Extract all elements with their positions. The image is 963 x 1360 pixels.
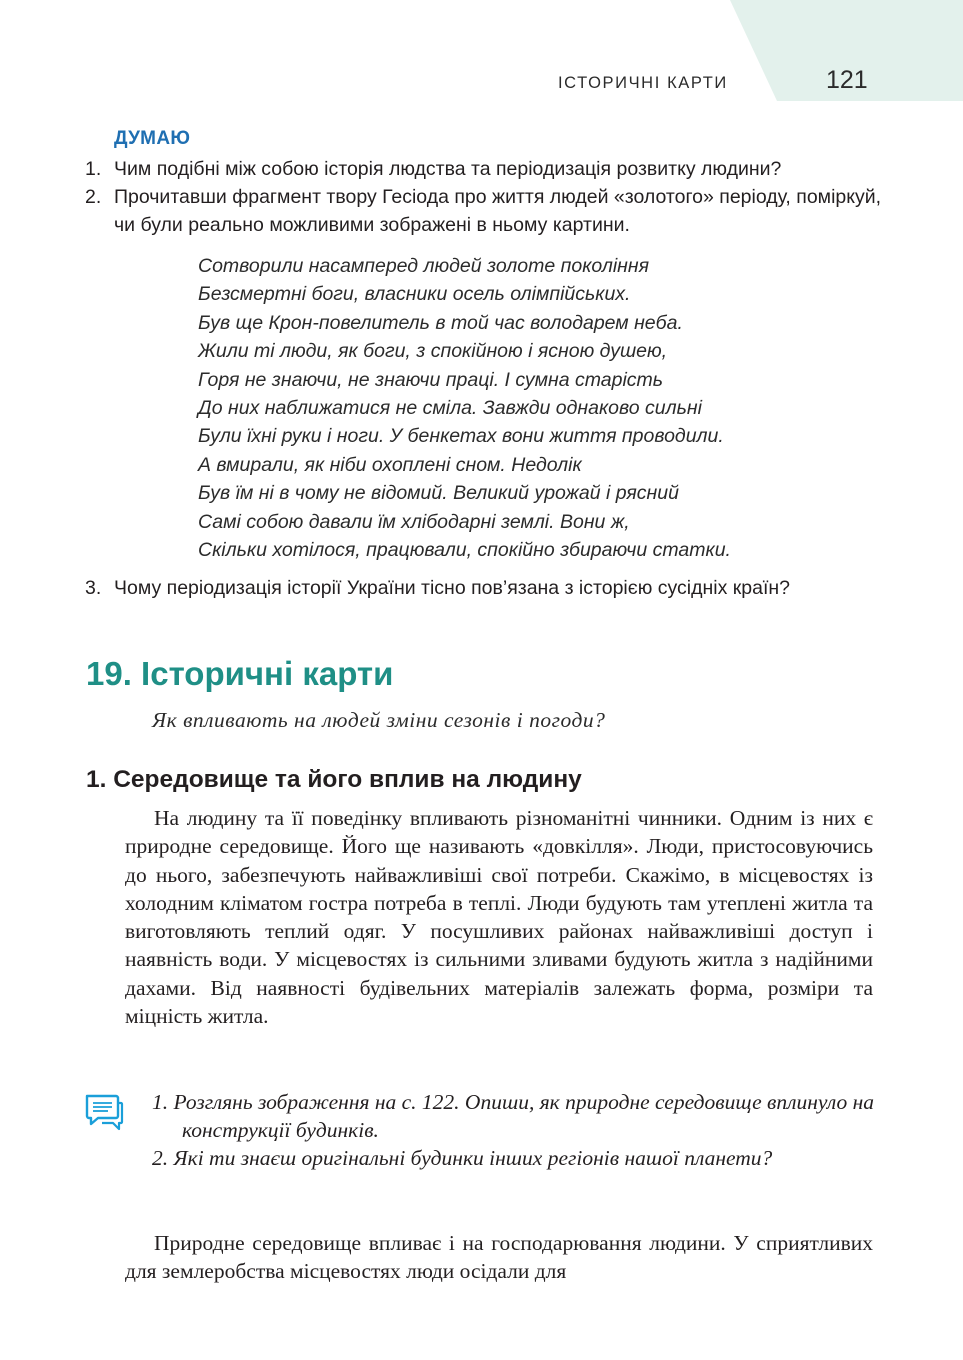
task-text: Які ти знаєш оригінальні будинки інших регіонів нашої планети?: [173, 1146, 773, 1170]
poem-line: Жили ті люди, як боги, з спокійною і ясною душею,: [198, 340, 668, 363]
poem-line: Був ще Крон-повелитель в той час володарем неба.: [198, 311, 683, 334]
poem-line: Сотворили насамперед людей золоте покоління: [198, 255, 650, 277]
chat-bubbles-icon: [84, 1092, 124, 1132]
poem-line: Був їм ні в чому не відомий. Великий урожай і рясний: [198, 482, 679, 505]
task-1: [152, 1088, 874, 1145]
hesiod-poem: [198, 252, 731, 564]
question-number: 2.: [85, 186, 102, 208]
question-text: Чим подібні між собою історія людства та періодизація розвитку людини?: [114, 158, 782, 180]
question-3: [85, 574, 885, 602]
header-corner-decoration: [0, 0, 963, 110]
lesson-title: 19. Історичні карти: [86, 655, 394, 692]
task-number: 1.: [152, 1090, 169, 1114]
question-text: Прочитавши фрагмент твору Гесіода про життя людей «золотого» періоду, поміркуй, чи були реально можливими зображені в ньому картини.: [114, 186, 882, 236]
question-text: Чому періодизація історії України тісно пов’язана з історією сусідніх країн?: [114, 577, 790, 599]
lesson-question: Як впливають на людей зміни сезонів і погоди?: [152, 708, 606, 732]
poem-line: А вмирали, як ніби охоплені сном. Недолік: [198, 453, 582, 476]
poem-line: До них наближатися не сміла. Завжди однаково сильні: [198, 397, 702, 420]
think-heading: ДУМАЮ: [114, 128, 191, 149]
poem-line: Горя не знаючи, не знаючи праці. І сумна старість: [198, 368, 664, 391]
poem-line: Скільки хотілося, працювали, спокійно збираючи статки.: [198, 539, 731, 562]
question-2: [85, 183, 885, 239]
question-1: [85, 155, 885, 183]
task-2: [152, 1144, 874, 1172]
poem-line: Були їхні руки і ноги. У бенкетах вони життя проводили.: [198, 425, 724, 448]
page-number: 121: [826, 66, 868, 94]
question-number: 1.: [85, 158, 102, 180]
task-number: 2.: [152, 1146, 169, 1170]
body-paragraph-2: Природне середовище впливає і на господарювання людини. У сприятливих для землеробства місцевостях люди осідали для: [125, 1231, 873, 1284]
poem-line: Безсмертні боги, власники осель олімпійських.: [198, 283, 631, 306]
running-title: ІСТОРИЧНІ КАРТИ: [558, 74, 728, 92]
section-heading: 1. Середовище та його вплив на людину: [86, 766, 582, 793]
poem-line: Самі собою давали їм хлібодарні землі. Вони ж,: [198, 510, 630, 533]
question-number: 3.: [85, 577, 102, 599]
body-paragraph: На людину та її поведінку впливають різноманітні чинники. Одним із них є природне середовище. Його ще називають «довкілля». Люди, пристосовуючись до нього, забезпечують найважливіші свої потреби. Скажімо, в місцевостях із холодним кліматом гостра потреба в теплі. Люди будують там утеплені житла та виготовляють теплий одяг. У посушливих районах найважливіші доступ і наявність води. У місцевостях із сильними зливами будують житла з надійними дахами. Від наявності будівельних матеріалів залежать форма, розміри та міцність житла.: [125, 806, 873, 1029]
task-text: Розглянь зображення на с. 122. Опиши, як природне середовище вплинуло на конструкції будинків.: [173, 1090, 875, 1143]
